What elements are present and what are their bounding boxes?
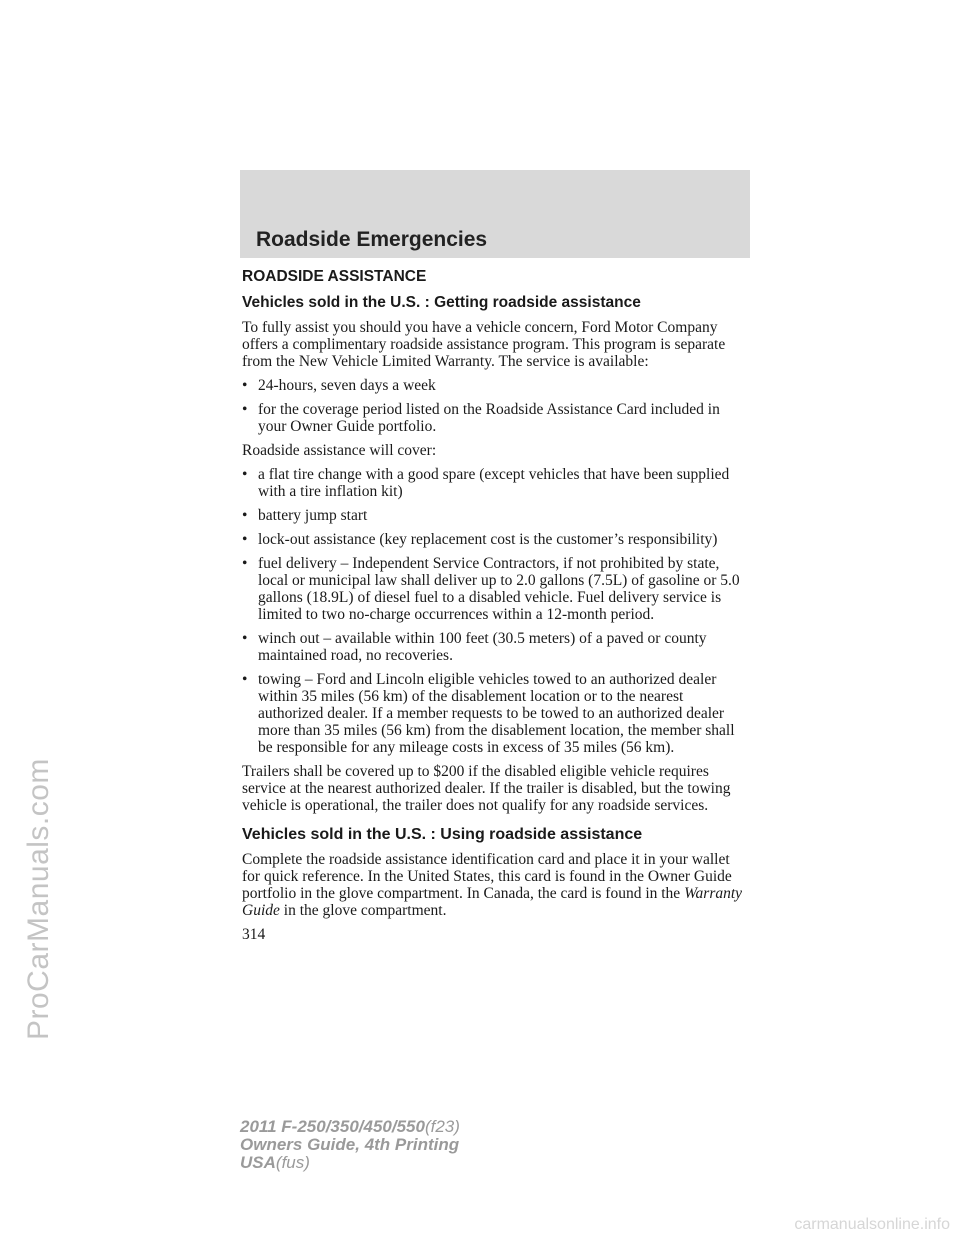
site-credit: carmanualsonline.info — [794, 1216, 950, 1233]
subheading-getting-assistance: Vehicles sold in the U.S. : Getting roadside assistance — [242, 294, 641, 311]
footer-line-edition: Owners Guide, 4th Printing — [240, 1135, 460, 1154]
watermark-text: ProCarManuals.com — [22, 758, 55, 1040]
list-item: • for the coverage period listed on the Roadside Assistance Card included in your Owner Guide portfolio. — [242, 401, 750, 435]
page-content — [242, 268, 750, 943]
availability-list — [242, 377, 750, 435]
footer-market: USA — [240, 1153, 276, 1172]
subheading-using-assistance: Vehicles sold in the U.S. : Using roadside assistance — [242, 826, 643, 843]
document-footer — [240, 1118, 460, 1172]
intro-paragraph: To fully assist you should you have a vehicle concern, Ford Motor Company offers a complimentary roadside assistance program. This program is separate from the New Vehicle Limited Warranty. The service is available: — [242, 319, 726, 370]
list-item: • towing – Ford and Lincoln eligible vehicles towed to an authorized dealer within 35 miles (56 km) of the disablement location or to the nearest authorized dealer. If a member requests to be towed to an authorized dealer more than 35 miles (56 km) from the disablement location, the member shall be responsible for any mileage costs in excess of 35 miles (56 km). — [242, 671, 750, 756]
footer-line-market — [240, 1154, 460, 1172]
using-text-end: in the glove compartment. — [279, 902, 447, 919]
list-item: • lock-out assistance (key replacement cost is the customer’s responsibility) — [242, 531, 750, 548]
using-paragraph — [242, 851, 750, 919]
section-title: Roadside Emergencies — [256, 228, 488, 251]
coverage-intro: Roadside assistance will cover: — [242, 442, 437, 459]
warranty-guide-title: Warranty Guide — [242, 885, 743, 919]
list-item: • battery jump start — [242, 507, 750, 524]
using-text-start: Complete the roadside assistance identification card and place it in your wallet for quick reference. In the United States, this card is found in the Owner Guide portfolio in the glove compartment. In Canada, the card is found in the — [242, 851, 732, 902]
footer-market-code: (fus) — [275, 1153, 310, 1172]
list-item: • fuel delivery – Independent Service Contractors, if not prohibited by state, local or municipal law shall deliver up to 2.0 gallons (7.5L) of gasoline or 5.0 gallons (18.9L) of diesel fuel to a disabled vehicle. Fuel delivery service is limited to two no-charge occurrences within a 12-month period. — [242, 555, 750, 623]
list-item: • winch out – available within 100 feet (30.5 meters) of a paved or county maintained road, no recoveries. — [242, 630, 750, 664]
coverage-list — [242, 466, 750, 756]
trailers-paragraph: Trailers shall be covered up to $200 if the disabled eligible vehicle requires service at the nearest authorized dealer. If the trailer is disabled, but the towing vehicle is operational, the trailer does not qualify for any roadside services. — [242, 763, 731, 814]
page-number: 314 — [242, 926, 266, 943]
footer-model-code: (f23) — [424, 1117, 460, 1136]
footer-line-model — [240, 1118, 460, 1136]
footer-model: 2011 F-250/350/450/550 — [240, 1117, 425, 1136]
list-item: • 24-hours, seven days a week — [242, 377, 750, 394]
list-item: • a flat tire change with a good spare (except vehicles that have been supplied with a tire inflation kit) — [242, 466, 750, 500]
section-header-band — [240, 170, 750, 258]
page-heading: ROADSIDE ASSISTANCE — [242, 268, 427, 285]
